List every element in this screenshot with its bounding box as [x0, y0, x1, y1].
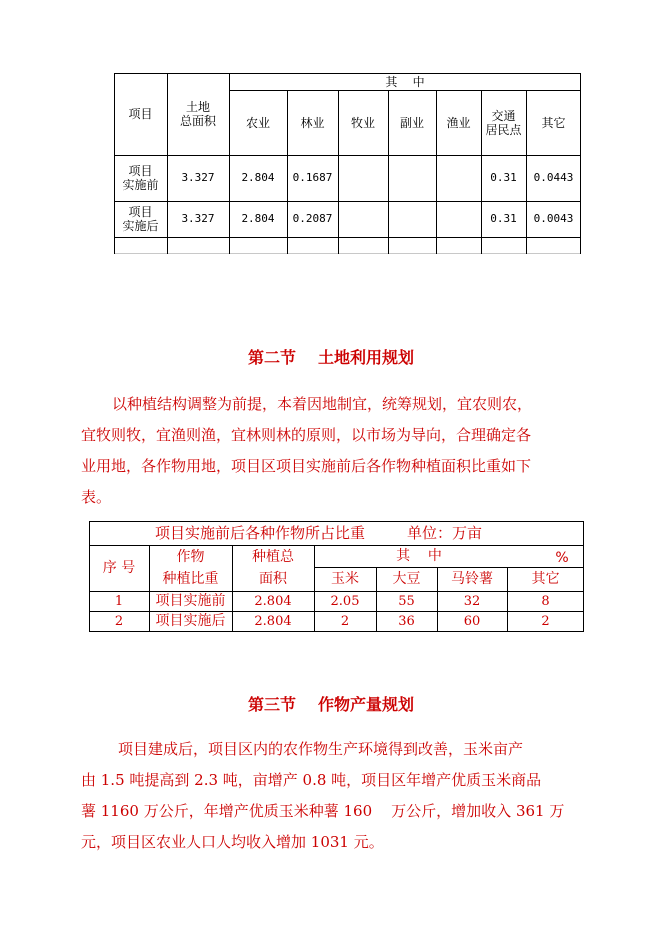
paragraph-line: 薯 1160 万公斤，年增产优质玉米种薯 160 万公斤，增加收入 361 万: [81, 802, 565, 820]
section-heading: [0, 345, 662, 368]
paragraph-line: 宜牧则牧，宜渔则渔，宜林则林的原则，以市场为导向，合理确定各: [81, 426, 532, 444]
row-label: 项目实施后: [155, 612, 226, 629]
row-total: 3.327: [181, 171, 215, 184]
row-label: 项目 实施后: [122, 205, 159, 233]
table-title: 项目实施前后各种作物所占比重: [155, 523, 366, 542]
header-percent: %: [555, 549, 569, 566]
table-unit: 单位：万亩: [407, 523, 483, 542]
row-total: 2.804: [254, 593, 292, 609]
row-seq: 1: [114, 593, 124, 609]
row-total: 2.804: [254, 613, 292, 629]
paragraph-line: 业用地，各作物用地，项目区项目实施前后各作物种植面积比重如下: [81, 457, 532, 475]
land-area-table: [114, 73, 581, 254]
cell-traffic: 0.31: [490, 212, 517, 225]
header-husbandry: 牧业: [350, 115, 375, 130]
paragraph-line: 项目建成后，项目区内的农作物生产环境得到改善，玉米亩产: [118, 740, 524, 758]
header-other: 其它: [541, 115, 566, 130]
paragraph-line: 元，项目区农业人口人均收入增加 1031 元。: [81, 833, 384, 851]
section-number: 第三节: [247, 695, 296, 714]
header-traffic: 交通 居民点: [485, 108, 522, 137]
row-label: 项目实施前: [155, 592, 226, 609]
cell-sideline: [388, 201, 436, 237]
cell-other: 8: [541, 593, 550, 609]
section-paragraph: [81, 734, 581, 858]
row-label: 项目 实施前: [122, 164, 159, 192]
cell-soybean: 36: [398, 613, 415, 629]
row-total: 3.327: [181, 212, 215, 225]
cell-other: 0.0043: [533, 212, 574, 225]
header-planting-total: 种植总 面积: [252, 549, 294, 587]
cell-fishery: [436, 201, 481, 237]
header-seq: 序 号: [102, 559, 136, 576]
header-total-area: 土地 总面积: [179, 100, 216, 128]
header-group: 其 中: [385, 74, 425, 89]
header-soybean: 大豆: [392, 570, 421, 587]
cell-potato: 60: [463, 613, 481, 629]
section-heading: [0, 692, 662, 715]
header-group: 其 中: [396, 547, 442, 564]
cell-sideline: [388, 155, 436, 201]
header-agriculture: 农业: [245, 115, 270, 130]
cell-other: 0.0443: [533, 171, 574, 184]
paragraph-line: 由 1.5 吨提高到 2.3 吨，亩增产 0.8 吨，项目区年增产优质玉米商品: [81, 771, 542, 789]
cell-forestry: 0.1687: [292, 171, 333, 184]
row-seq: 2: [114, 613, 124, 629]
header-forestry: 林业: [300, 115, 325, 130]
paragraph-line: 以种植结构调整为前提，本着因地制宜，统筹规划，宜农则农，: [112, 395, 533, 413]
cell-husbandry: [338, 155, 388, 201]
header-potato: 马铃薯: [451, 570, 493, 587]
section-title: 作物产量规划: [318, 695, 415, 714]
cell-traffic: 0.31: [490, 171, 517, 184]
cell-other: 2: [541, 613, 550, 629]
cell-corn: 2.05: [330, 593, 360, 609]
section-number: 第二节: [247, 348, 296, 367]
header-crop-ratio: 作物 种植比重: [162, 549, 219, 587]
table-title-row: [89, 521, 584, 545]
cell-corn: 2: [340, 613, 350, 629]
header-other: 其它: [531, 570, 560, 587]
cell-agriculture: 2.804: [241, 171, 275, 184]
cell-fishery: [436, 155, 481, 201]
paragraph-line: 表。: [81, 488, 112, 506]
cell-potato: 32: [463, 593, 481, 609]
cell-forestry: 0.2087: [292, 212, 333, 225]
section-title: 土地利用规划: [318, 348, 415, 367]
cell-husbandry: [338, 201, 388, 237]
crop-ratio-table: [89, 521, 584, 632]
header-fishery: 渔业: [446, 115, 471, 130]
header-corn: 玉米: [331, 570, 359, 587]
cell-soybean: 55: [398, 593, 415, 609]
header-sideline: 副业: [399, 115, 424, 130]
header-item: 项目: [128, 107, 153, 121]
cell-agriculture: 2.804: [241, 212, 275, 225]
section-paragraph: [81, 389, 581, 513]
